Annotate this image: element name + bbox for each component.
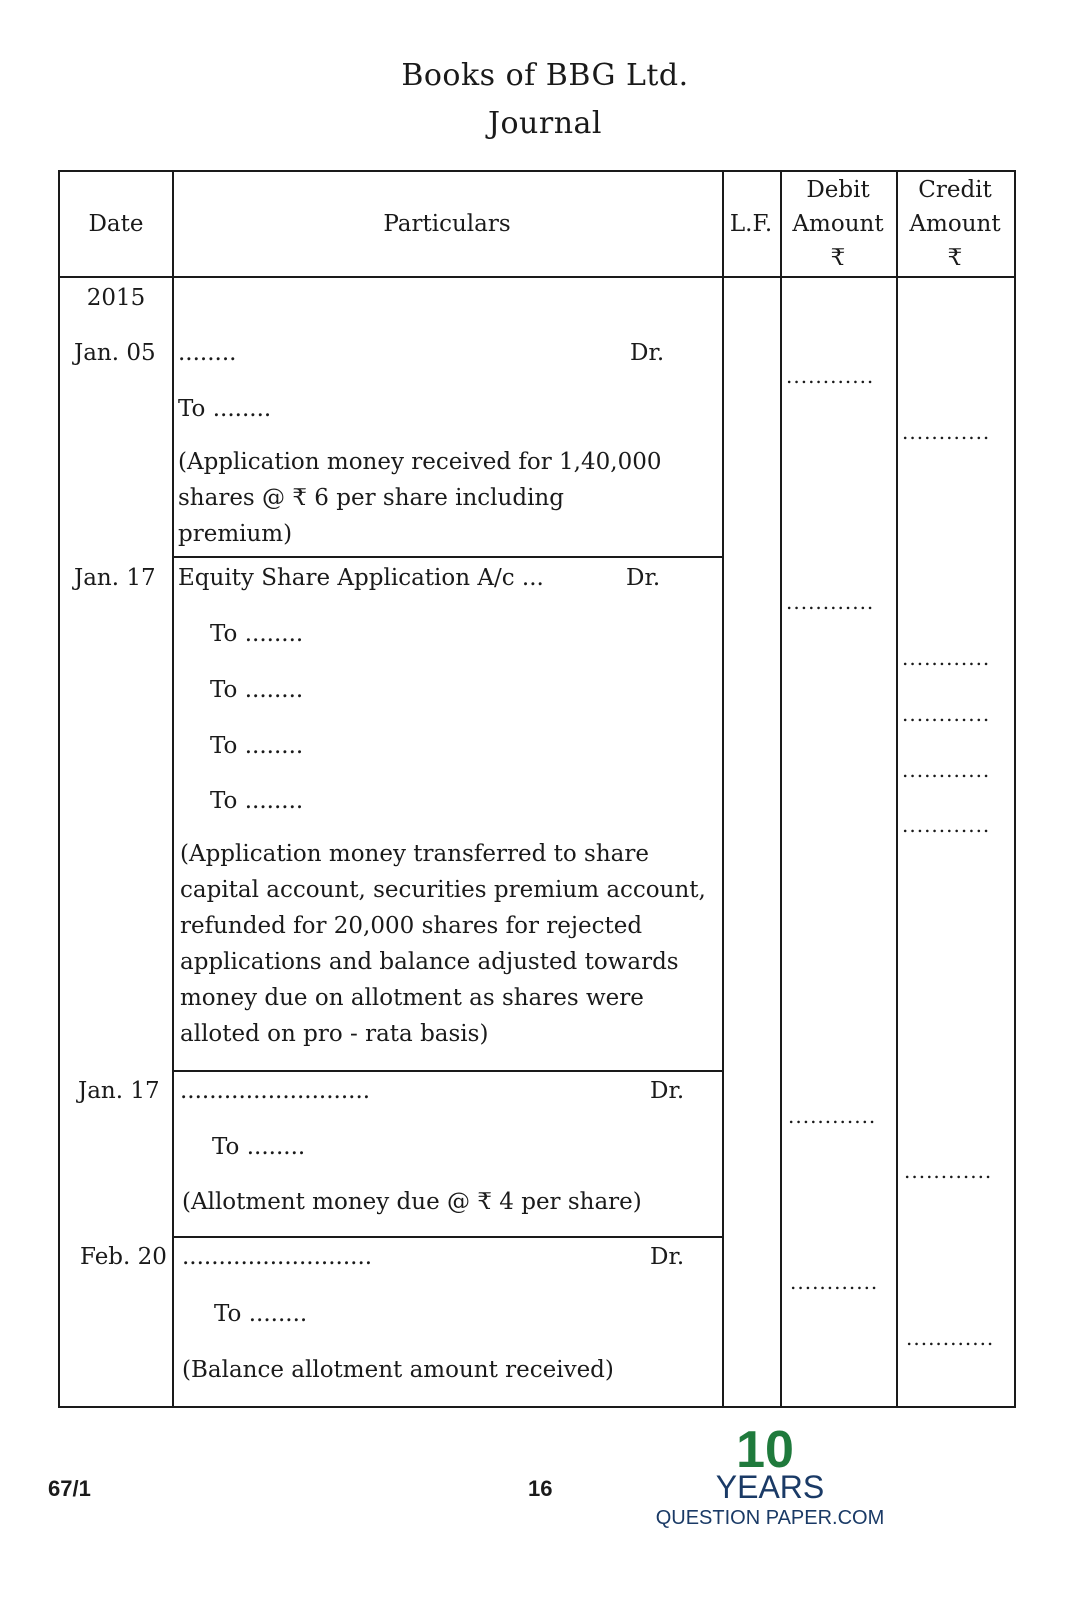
credit-account: To ........ [212,1134,306,1160]
particulars-header: Particulars [383,211,511,237]
credit-amount-blank: ............ [904,1159,993,1183]
entry-divider [172,1070,722,1072]
credit-amount-blank: ............ [902,646,991,670]
dr-label: Dr. [630,340,665,366]
narration: (Balance allotment amount received) [182,1357,614,1383]
dr-label: Dr. [650,1078,685,1104]
credit-account: To ........ [214,1301,308,1327]
entry-divider [172,1236,722,1238]
debit-amount-blank: ............ [788,1104,877,1128]
year: 2015 [86,285,146,311]
credit-amount-blank: ............ [902,813,991,837]
credit-account: To ........ [210,621,304,647]
journal-title: Journal [487,106,603,141]
entry-divider [172,556,722,558]
debit-account: .......................... [180,1078,371,1104]
credit-header-line1: Credit [918,177,992,203]
credit-amount-blank: ............ [906,1326,995,1350]
debit-amount-blank: ............ [786,590,875,614]
credit-amount-blank: ............ [902,420,991,444]
narration: (Application money received for 1,40,000 shares @ ₹ 6 per share including premium) [178,449,662,547]
debit-header-line1: Debit [806,177,870,203]
debit-account: Equity Share Application A/c ... [178,565,544,591]
lf-header: L.F. [729,211,773,237]
dr-label: Dr. [650,1244,685,1270]
credit-header-line2: Amount [909,211,1001,237]
entry-date: Jan. 17 [74,565,156,591]
credit-account: To ........ [210,733,304,759]
logo-years: YEARS [715,1469,825,1505]
date-header: Date [88,211,144,237]
credit-amount-blank: ............ [902,702,991,726]
journal-table [58,170,1016,1408]
entry-date: Jan. 17 [78,1078,160,1104]
logo-site: QUESTION PAPER.COM [655,1507,885,1529]
credit-account: To ........ [210,677,304,703]
column-divider [780,172,782,1406]
debit-amount-blank: ............ [786,364,875,388]
page-number: 16 [528,1476,553,1501]
credit-account: To ........ [178,396,272,422]
dr-label: Dr. [626,565,661,591]
debit-amount-blank: ............ [790,1270,879,1294]
column-divider [896,172,898,1406]
entry-date: Jan. 05 [74,340,156,366]
debit-account: .......................... [182,1244,373,1270]
credit-amount-blank: ............ [902,758,991,782]
entry-date: Feb. 20 [80,1244,167,1270]
narration: (Allotment money due @ ₹ 4 per share) [182,1189,642,1215]
debit-currency: ₹ [830,245,846,271]
column-divider [722,172,724,1406]
column-divider [172,172,174,1406]
narration: (Application money transferred to share capital account, securities premium account, refunded for 20,000 shares for rejected applications and balance adjusted towards money due on allotment as shares were alloted on pro - rata basis) [180,841,706,1047]
header-divider [60,276,1014,278]
credit-currency: ₹ [947,245,963,271]
book-title: Books of BBG Ltd. [401,58,689,93]
debit-header-line2: Amount [792,211,884,237]
logo-number: 10 [736,1421,794,1479]
paper-code: 67/1 [48,1476,91,1501]
credit-account: To ........ [210,788,304,814]
debit-account: ........ [178,340,237,366]
